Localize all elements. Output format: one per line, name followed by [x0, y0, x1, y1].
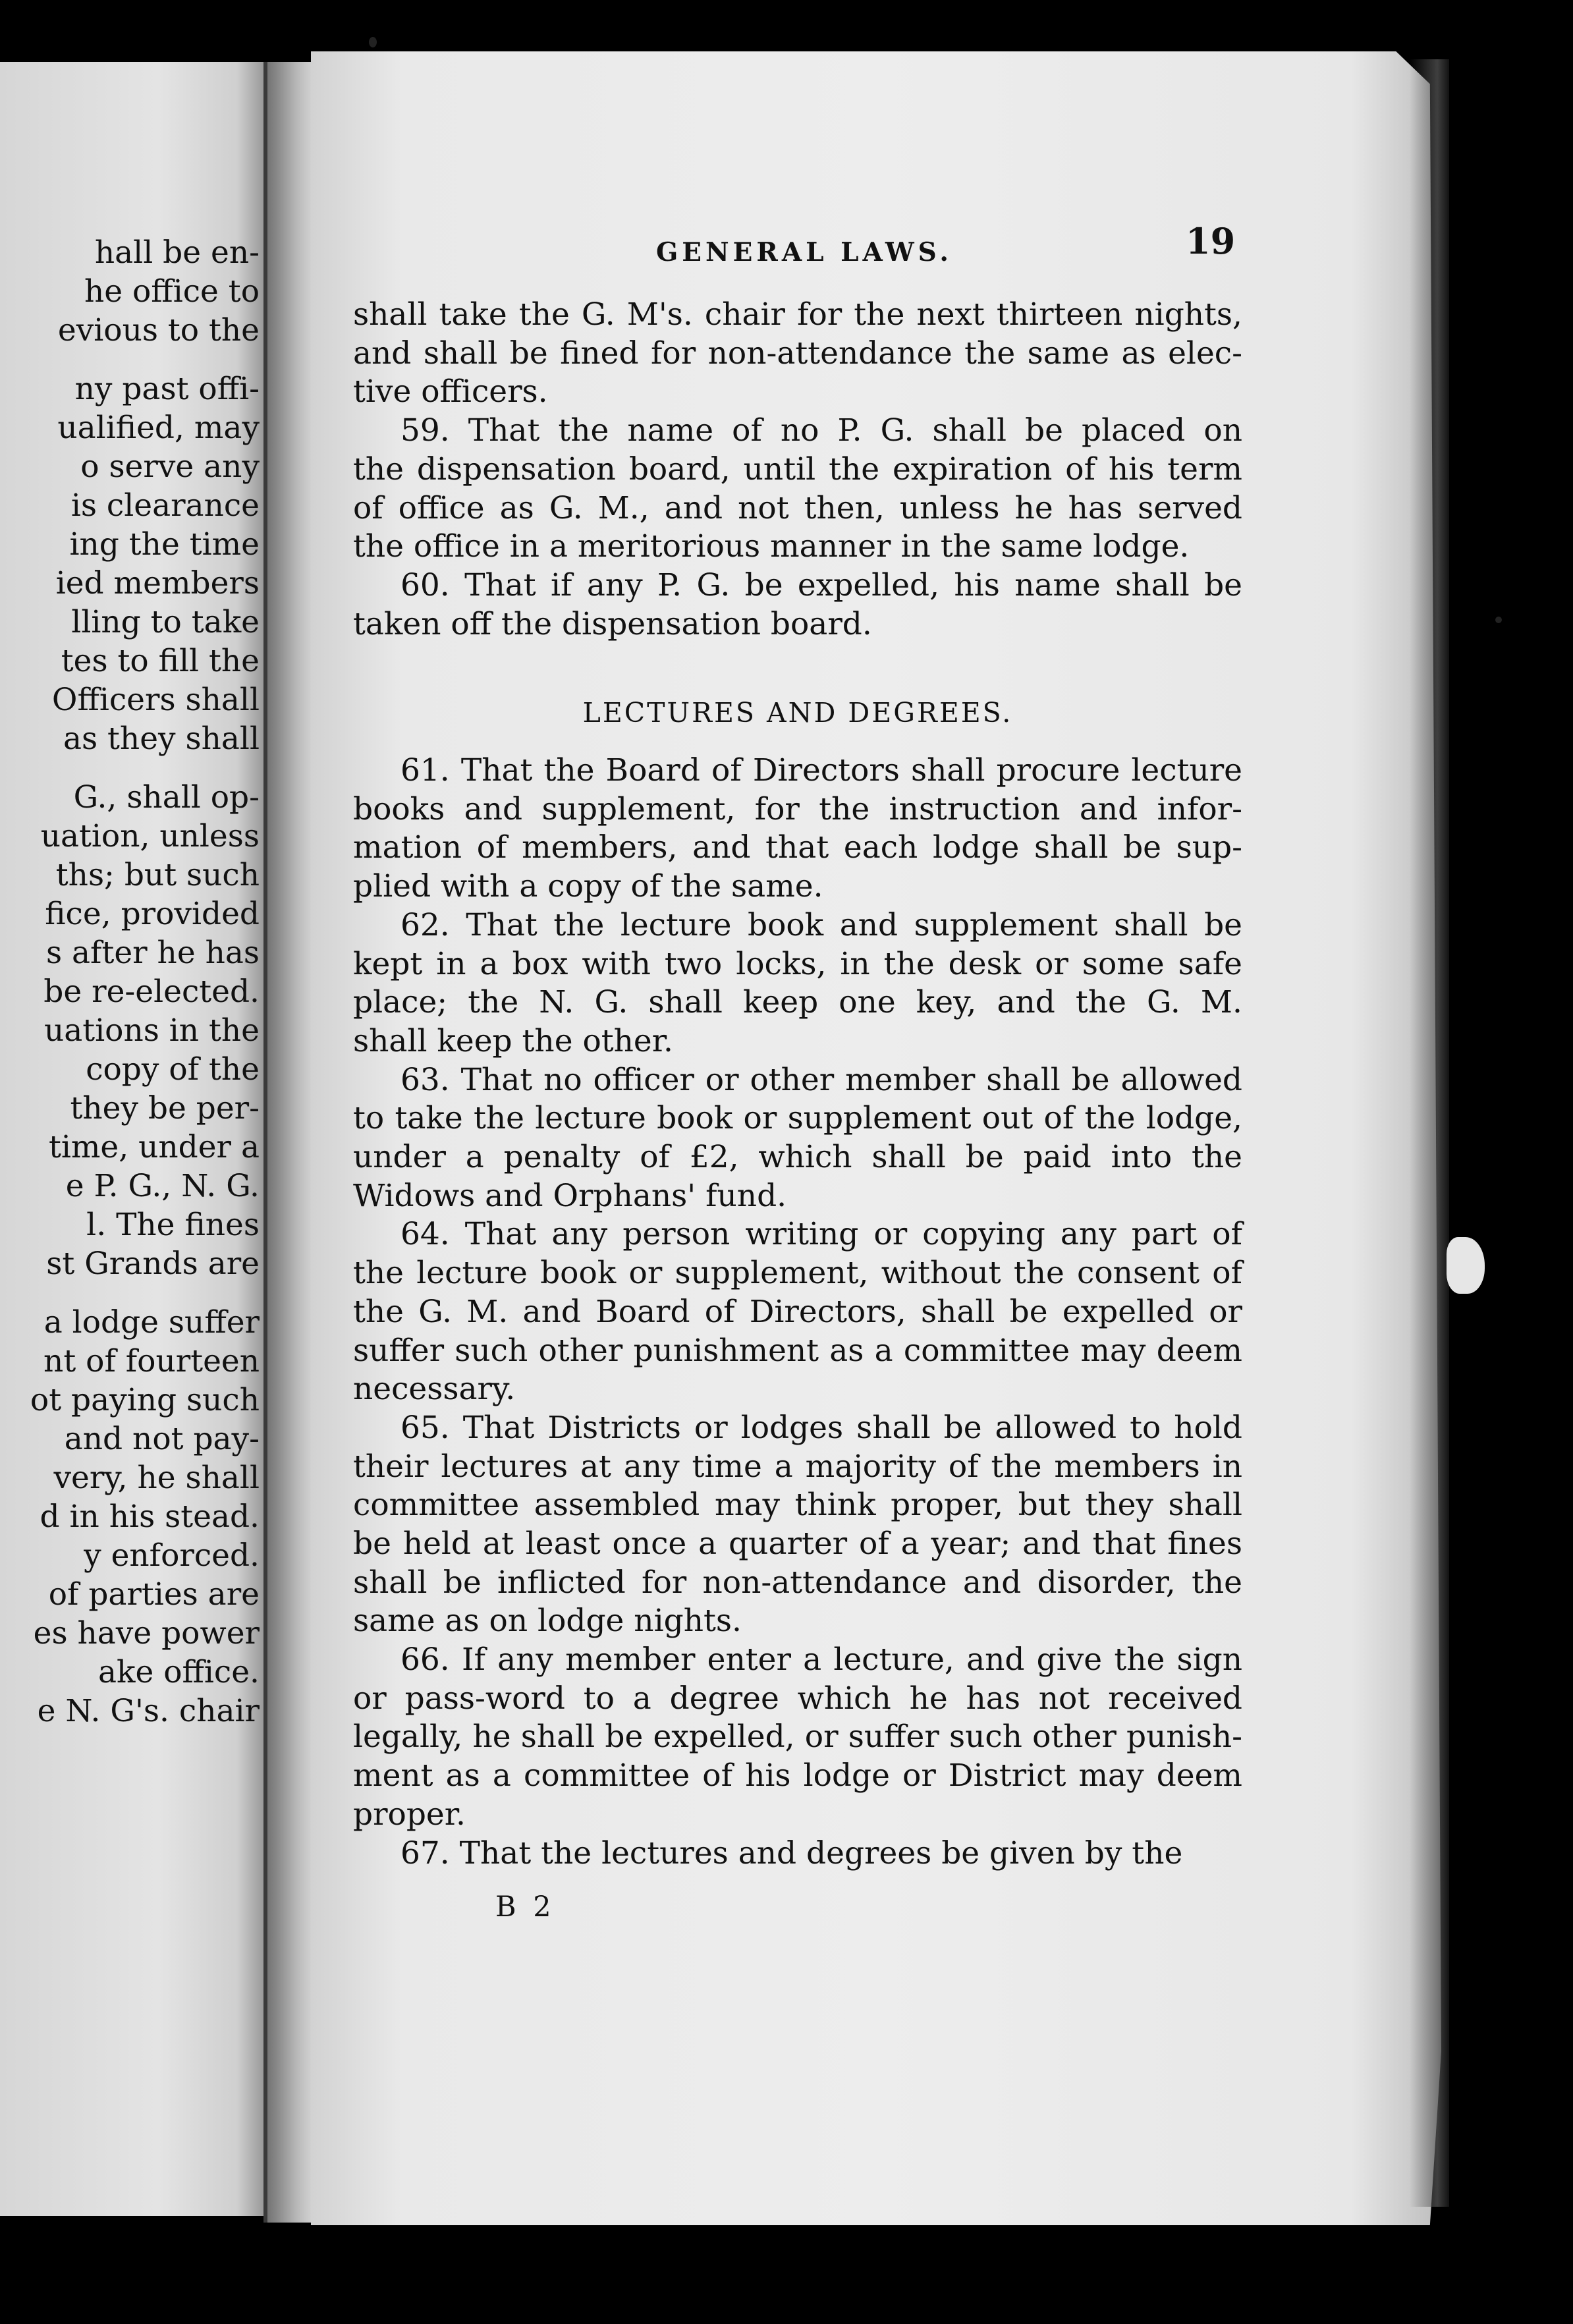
previous-page-line: is clearance — [70, 487, 260, 524]
text-line: 67. That the lectures and degrees be given by the — [400, 1835, 1183, 1871]
text-line: proper. — [353, 1796, 466, 1833]
text-line: the G. M. and Board of Directors, shall be expelled or — [353, 1294, 1242, 1330]
previous-page-line: fice, provided — [45, 896, 260, 932]
previous-page-line: be re-elected. — [43, 974, 260, 1010]
text-line: the office in a meritorious manner in the same lodge. — [353, 528, 1190, 565]
dust-speck — [369, 37, 377, 47]
previous-page-line: l. The fines — [86, 1207, 260, 1243]
previous-page-line: ot paying such — [30, 1382, 260, 1418]
previous-page-line: evious to the — [57, 312, 260, 348]
previous-page-line: d in his stead. — [40, 1499, 260, 1535]
text-line: Widows and Orphans' fund. — [353, 1178, 787, 1214]
previous-page-line: hall be en- — [94, 235, 260, 271]
dust-speck — [1495, 617, 1502, 623]
previous-page-line: uations in the — [43, 1012, 260, 1049]
text-line: 60. That if any P. G. be expelled, his name shall be — [400, 567, 1242, 603]
text-line: the lecture book or supplement, without the consent of — [353, 1255, 1242, 1291]
text-line: 65. That Districts or lodges shall be allowed to hold — [400, 1410, 1242, 1446]
previous-page-line: uation, unless — [40, 818, 260, 854]
text-line: shall be inflicted for non-attendance and disorder, the — [353, 1564, 1242, 1601]
previous-page-line: s after he has — [45, 935, 260, 971]
text-line: of office as G. M., and not then, unless he has served — [353, 490, 1242, 526]
page-number: 19 — [1186, 220, 1236, 262]
previous-page-line: Officers shall — [51, 682, 260, 718]
previous-page-line: time, under a — [48, 1129, 260, 1165]
previous-page-line: ing the time — [69, 526, 260, 563]
previous-page-line: tes to fill the — [61, 643, 260, 679]
previous-page-line: e P. G., N. G. — [65, 1168, 260, 1204]
text-line: 59. That the name of no P. G. shall be placed on — [400, 412, 1242, 449]
previous-page — [0, 62, 263, 2216]
text-line: plied with a copy of the same. — [353, 868, 823, 904]
signature-mark: B 2 — [495, 1891, 555, 1923]
text-line: legally, he shall be expelled, or suffer such other punish- — [353, 1719, 1242, 1755]
text-line: the dispensation board, until the expiration of his term — [353, 451, 1242, 487]
text-line: same as on lodge nights. — [353, 1603, 742, 1639]
book-gutter — [263, 62, 311, 2223]
text-line: 62. That the lecture book and supplement shall be — [400, 907, 1242, 943]
text-line: place; the N. G. shall keep one key, and the G. M. — [353, 984, 1242, 1020]
previous-page-line: very, he shall — [53, 1460, 260, 1496]
page-edge-shadow — [1410, 59, 1449, 2207]
paper-tab — [1447, 1237, 1485, 1294]
previous-page-line: and not pay- — [64, 1421, 260, 1457]
previous-page-line: they be per- — [70, 1090, 260, 1126]
previous-page-line: e N. G's. chair — [37, 1693, 260, 1729]
text-line: suffer such other punishment as a committee may deem — [353, 1333, 1242, 1369]
previous-page-line: y enforced. — [84, 1537, 260, 1574]
previous-page-line: of parties are — [48, 1576, 260, 1613]
text-line: under a penalty of £2, which shall be paid into the — [353, 1139, 1242, 1175]
text-line: tive officers. — [353, 374, 548, 410]
text-line: 64. That any person writing or copying any part of — [400, 1216, 1242, 1252]
text-line: kept in a box with two locks, in the desk or some safe — [353, 946, 1242, 982]
previous-page-line: he office to — [84, 273, 260, 310]
text-line: books and supplement, for the instruction and infor- — [353, 791, 1242, 827]
previous-page-line: ualified, may — [57, 410, 260, 446]
text-line: be held at least once a quarter of a year; and that fines — [353, 1526, 1242, 1562]
previous-page-line: ny past offi- — [74, 371, 260, 407]
previous-page-line: as they shall — [63, 721, 260, 757]
previous-page-line: st Grands are — [46, 1246, 260, 1282]
section-heading: LECTURES AND DEGREES. — [582, 697, 1013, 729]
text-line: committee assembled may think proper, but they shall — [353, 1487, 1242, 1523]
previous-page-line: nt of fourteen — [43, 1343, 260, 1379]
previous-page-line: es have power — [33, 1615, 260, 1651]
previous-page-line: copy of the — [86, 1051, 260, 1088]
text-line: 63. That no officer or other member shall be allowed — [400, 1062, 1242, 1098]
text-line: shall take the G. M's. chair for the next thirteen nights, — [353, 296, 1242, 333]
text-line: shall keep the other. — [353, 1023, 673, 1059]
previous-page-line: lling to take — [71, 604, 260, 640]
text-line: to take the lecture book or supplement out of the lodge, — [353, 1100, 1242, 1136]
text-line: necessary. — [353, 1371, 516, 1407]
text-line: 61. That the Board of Directors shall procure lecture — [400, 752, 1242, 788]
running-head: GENERAL LAWS. — [656, 237, 952, 267]
previous-page-line: o serve any — [80, 449, 260, 485]
text-line: taken off the dispensation board. — [353, 606, 872, 642]
text-line: mation of members, and that each lodge shall be sup- — [353, 829, 1242, 866]
previous-page-line: ake office. — [97, 1654, 260, 1690]
text-line: ment as a committee of his lodge or District may deem — [353, 1757, 1242, 1794]
text-line: or pass-word to a degree which he has not received — [353, 1680, 1242, 1717]
previous-page-line: a lodge suffer — [43, 1304, 260, 1341]
previous-page-line: ths; but such — [55, 857, 260, 893]
previous-page-line: G., shall op- — [73, 779, 260, 816]
text-line: 66. If any member enter a lecture, and give the sign — [400, 1642, 1242, 1678]
previous-page-line: ied members — [55, 565, 260, 601]
text-line: and shall be fined for non-attendance the same as elec- — [353, 335, 1242, 372]
text-line: their lectures at any time a majority of the members in — [353, 1449, 1242, 1485]
